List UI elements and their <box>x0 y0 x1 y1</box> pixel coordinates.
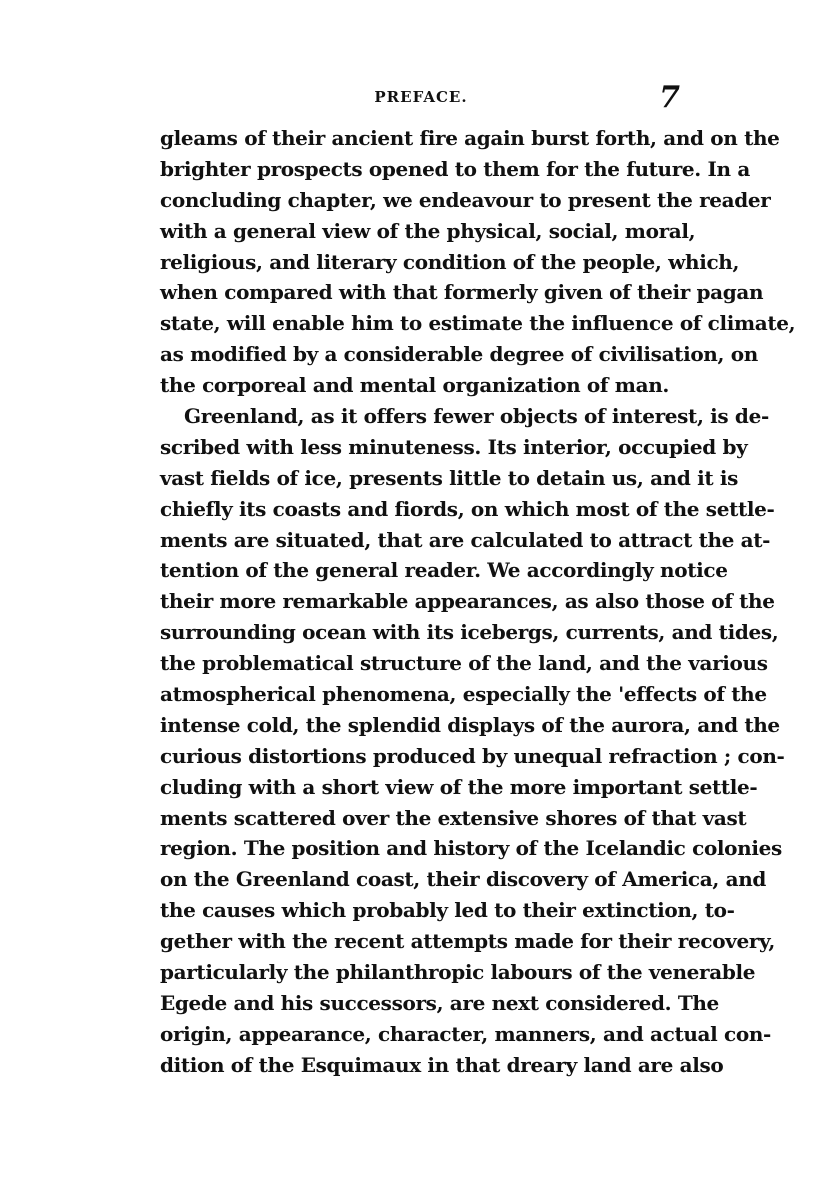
text-line: vast fields of ice, presents little to detain us, and it is <box>160 465 739 490</box>
text-line: religious, and literary condition of the people, which, <box>160 249 740 274</box>
text-line: scribed with less minuteness. Its interior, occupied by <box>160 434 748 459</box>
text-line: Egede and his successors, are next considered. The <box>160 990 719 1015</box>
text-line: when compared with that formerly given of their pagan <box>160 280 764 305</box>
text-line: curious distortions produced by unequal refraction ; con- <box>160 743 785 768</box>
text-line: surrounding ocean with its icebergs, currents, and tides, <box>160 620 779 645</box>
text-line: intense cold, the splendid displays of the aurora, and the <box>160 712 780 737</box>
text-line: region. The position and history of the Icelandic colonies <box>160 836 782 861</box>
text-line: Greenland, as it offers fewer objects of interest, is de- <box>184 404 769 429</box>
body-text <box>160 123 796 1081</box>
text-line: on the Greenland coast, their discovery of America, and <box>160 867 767 892</box>
text-line: concluding chapter, we endeavour to present the reader <box>160 187 771 212</box>
text-line: chiefly its coasts and fiords, on which most of the settle- <box>160 496 775 521</box>
text-line: particularly the philanthropic labours of the venerable <box>160 960 756 985</box>
page-title: PREFACE. <box>374 88 468 106</box>
paragraph <box>160 123 796 401</box>
text-line: ments are situated, that are calculated to attract the at- <box>160 527 771 552</box>
text-line: the causes which probably led to their extinction, to- <box>160 898 735 923</box>
text-line: with a general view of the physical, social, moral, <box>160 218 696 243</box>
text-line: the problematical structure of the land, and the various <box>160 651 768 676</box>
text-line: brighter prospects opened to them for the future. In a <box>160 156 750 181</box>
text-line: cluding with a short view of the more important settle- <box>160 774 758 799</box>
running-header <box>160 82 682 116</box>
text-line: atmospherical phenomena, especially the 'effects of the <box>160 682 767 707</box>
text-line: as modified by a considerable degree of civilisation, on <box>160 342 758 367</box>
text-line: tention of the general reader. We accordingly notice <box>160 558 728 583</box>
text-line: dition of the Esquimaux in that dreary land are also <box>160 1052 724 1077</box>
page-number: 7 <box>659 80 680 115</box>
text-line: ments scattered over the extensive shores of that vast <box>160 805 747 830</box>
text-line: the corporeal and mental organization of man. <box>160 373 669 398</box>
text-line: their more remarkable appearances, as also those of the <box>160 589 775 614</box>
paragraph <box>160 401 785 1081</box>
text-line: gleams of their ancient fire again burst forth, and on the <box>160 126 780 150</box>
text-line: state, will enable him to estimate the influence of climate, <box>160 311 796 336</box>
text-line: gether with the recent attempts made for their recovery, <box>160 929 775 954</box>
text-line: origin, appearance, character, manners, and actual con- <box>160 1021 771 1046</box>
